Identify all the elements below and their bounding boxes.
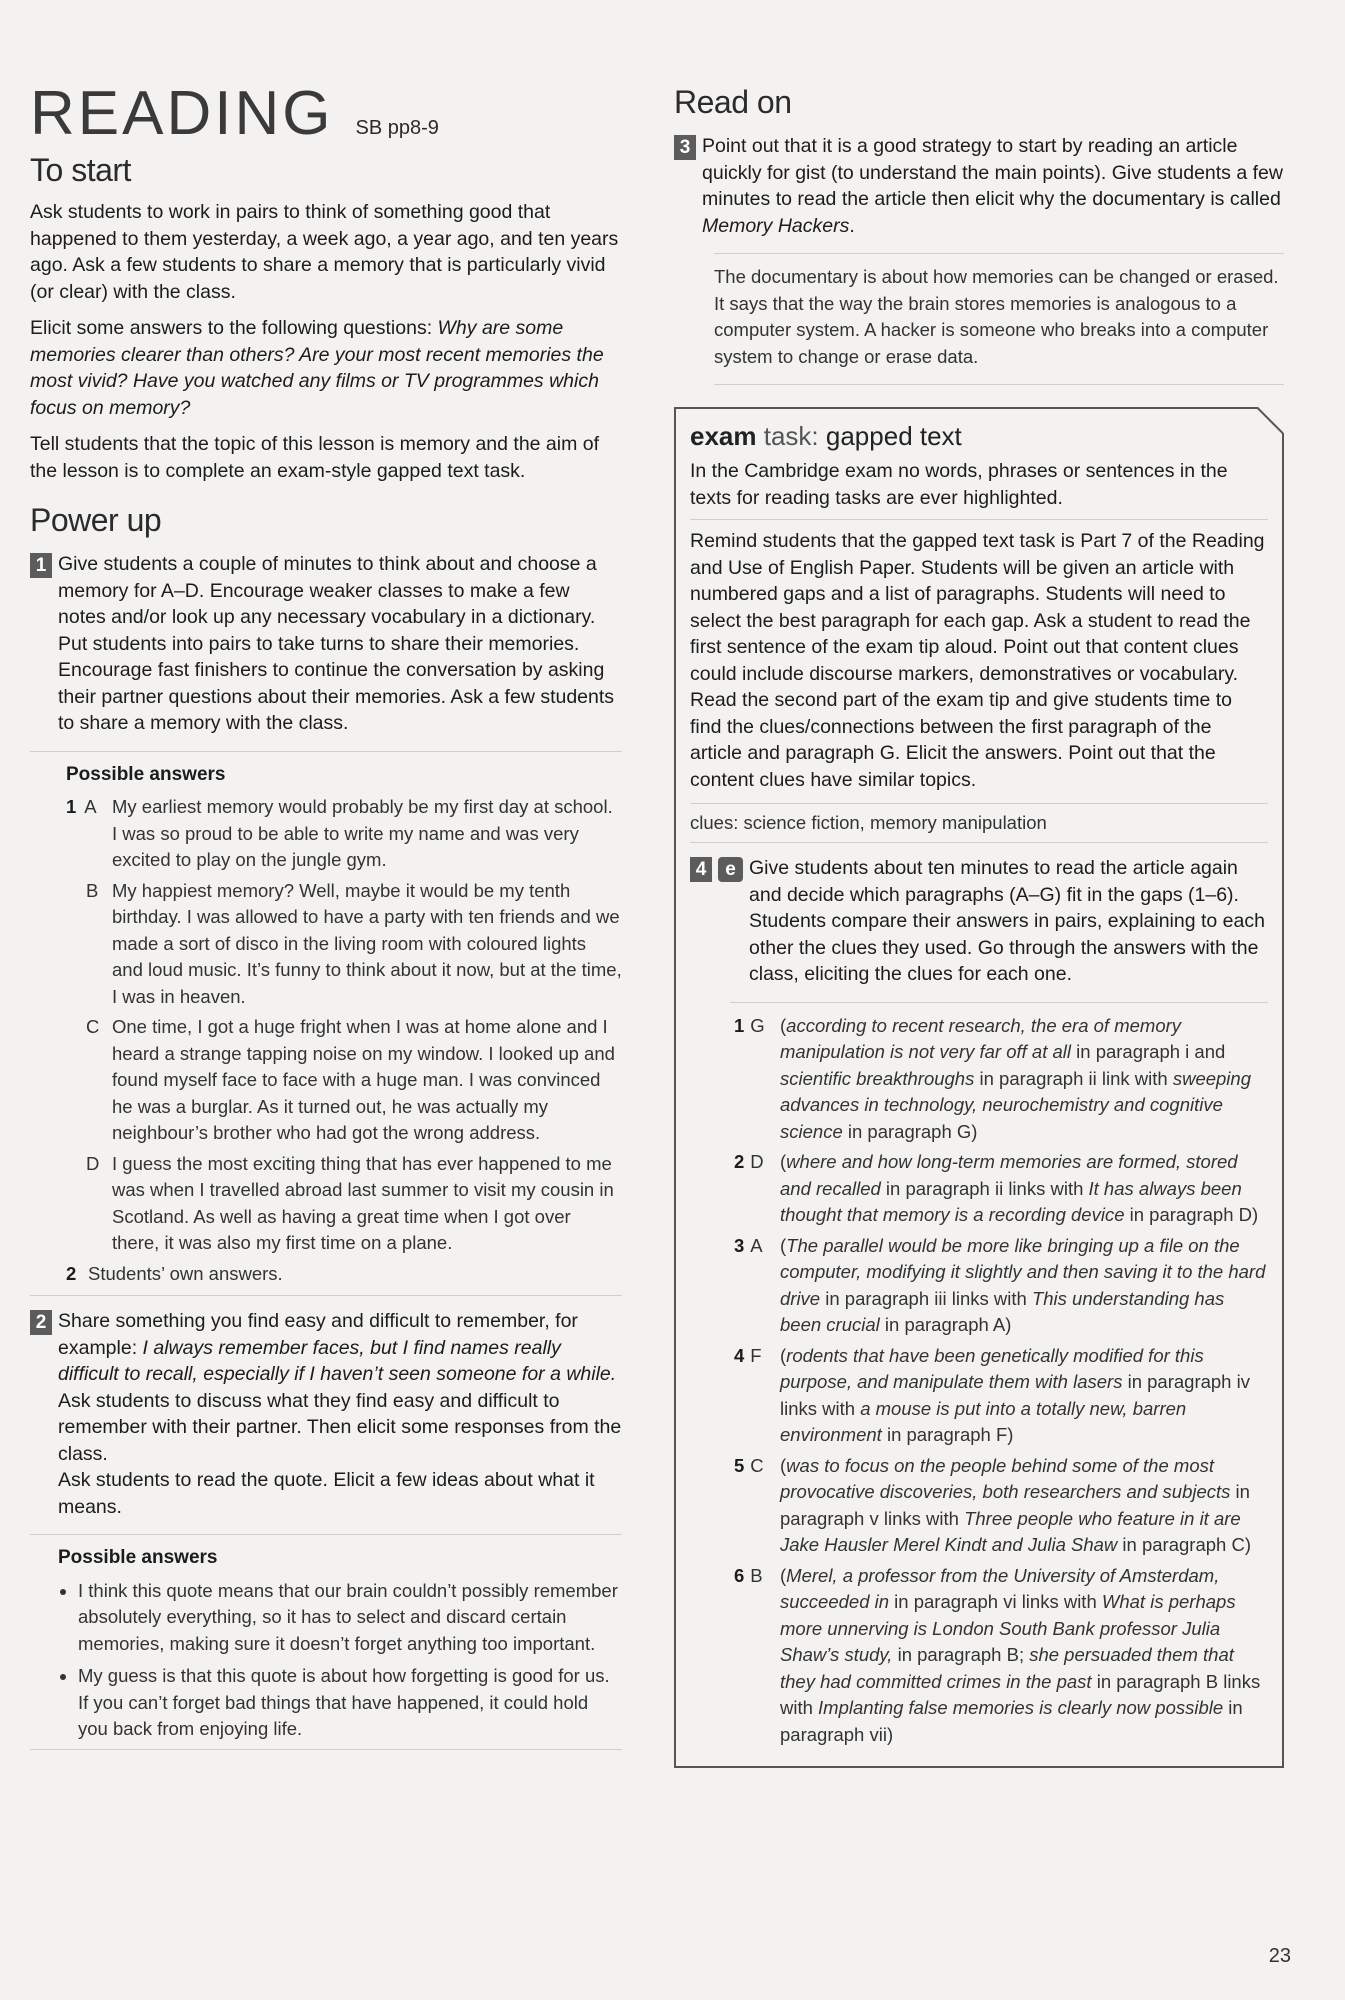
to-start-heading: To start: [30, 152, 131, 188]
answer-key-list: [690, 1013, 1268, 1749]
answer-key-item: 5 C (was to focus on the people behind some of the most provocative discoveries, both researchers and subjects in paragraph v links with Three people who feature in it are Jake Hausler Merel Kindt and Julia Shaw in paragraph C): [734, 1454, 1251, 1555]
exercise-number-badge: 4: [690, 857, 712, 882]
list-item: • My guess is that this quote is about how forgetting is good for us. If you can’t forget bad things that have happened, it could hold you back from enjoying life.: [78, 1663, 622, 1743]
divider: [690, 519, 1268, 520]
clues-answer: clues: science fiction, memory manipulation: [690, 812, 1047, 833]
folded-corner: [1258, 407, 1284, 433]
right-column: [674, 84, 1284, 1768]
divider: [714, 384, 1284, 385]
answers-heading: Possible answers: [66, 763, 226, 785]
section-title: [30, 79, 622, 148]
exercise-2-quote-instruction: Ask students to read the quote. Elicit a few ideas about what it means.: [58, 1469, 595, 1518]
divider: [30, 1534, 622, 1535]
power-up-heading: Power up: [30, 502, 162, 538]
exercise-3-text: Point out that it is a good strategy to start by reading an article quickly for gist (to understand the main points). Give students a few minutes to read the article then elicit why the documentary is called Memory Hackers.: [702, 135, 1283, 237]
answers-list: [58, 1578, 622, 1743]
possible-answers-1: [30, 762, 622, 1288]
read-on-heading: Read on: [674, 84, 792, 120]
exam-task-box: [674, 407, 1284, 1768]
divider: [690, 842, 1268, 843]
answers-heading: Possible answers: [58, 1547, 218, 1568]
exercise-number-badge: 2: [30, 1310, 52, 1335]
exercise-3: [674, 133, 1284, 239]
left-column: [30, 79, 622, 1760]
answer-key-item: 4 F (rodents that have been genetically modified for this purpose, and manipulate them with lasers in paragraph iv links with a mouse is put into a totally new, barren environment in paragraph F): [734, 1344, 1250, 1445]
to-start-p2: Elicit some answers to the following questions: Why are some memories clearer than others? Are your most recent memories the most vivid? Have you watched any films or TV programmes which focus on memory?: [30, 317, 604, 419]
exercise-1-text: Give students a couple of minutes to think about and choose a memory for A–D. Encourage weaker classes to make a few notes and/or look up any necessary vocabulary in a dictionary. Put students into pairs to take turns to share their memories. Encourage fast finishers to continue the conversation by asking their partner questions about their memories. Ask a few students to share a memory with the class.: [58, 553, 615, 734]
answer-2: 2 Students’ own answers.: [66, 1262, 283, 1284]
divider: [30, 1295, 622, 1296]
divider: [30, 751, 622, 752]
online-resource-icon: e: [718, 857, 743, 882]
exercise-number-badge: 3: [674, 135, 696, 160]
answer-key-item: 6 B (Merel, a professor from the University of Amsterdam, succeeded in in paragraph vi links with What is perhaps more unnerving is London South Bank professor Julia Shaw’s study, in paragraph B; she persuaded them that they had committed crimes in the past in paragraph B links with Implanting false memories is clearly now possible in paragraph vii): [734, 1564, 1261, 1745]
exam-tip-text: In the Cambridge exam no words, phrases or sentences in the texts for reading tasks are ever highlighted.: [690, 460, 1228, 509]
exercise-1: [30, 551, 622, 737]
page-reference: SB pp8-9: [355, 117, 439, 139]
answer-key-item: 3 A (The parallel would be more like bringing up a file on the computer, modifying it slightly and then saving it to the hard drive in paragraph iii links with This understanding has been crucial in paragraph A): [734, 1234, 1266, 1335]
answer-1c: C One time, I got a huge fright when I was at home alone and I heard a strange tapping noise on my window. I looked up and found myself face to face with a huge man. I was convinced he was a burglar. As it turned out, he was actually my neighbour’s brother who had got the wrong address.: [86, 1016, 615, 1143]
exercise-2-text: Share something you find easy and difficult to remember, for example: I always remember faces, but I find names really difficult to recall, especially if I haven’t seen someone for a while. Ask students to discuss what they find easy and difficult to remember with their partner. Then elicit some responses from the class.: [58, 1310, 622, 1465]
to-start-p3: Tell students that the topic of this lesson is memory and the aim of the lesson is to complete an exam-style gapped text task.: [30, 433, 600, 482]
exam-task-instructions: Remind students that the gapped text task is Part 7 of the Reading and Use of English Paper. Students will be given an article with numbered gaps and a list of paragraphs. Students will need to select the best paragraph for each gap. Ask a student to read the first sentence of the exam tip aloud. Point out that content clues could include discourse markers, demonstratives or vocabulary. Read the second part of the exam tip and give students time to find the clues/connections between the first paragraph of the article and paragraph G. Elicit the answers. Point out that the content clues have similar topics.: [690, 530, 1265, 791]
answer-1d: D I guess the most exciting thing that has ever happened to me was when I travelled abroad last summer to visit my cousin in Scotland. As well as having a great time when I got over there, it was also my first time on a plane.: [86, 1152, 614, 1253]
exercise-number-badge: 1: [30, 553, 52, 578]
answer-1a: 1 A My earliest memory would probably be my first day at school. I was so proud to be able to write my name and was very excited to play on the jungle gym.: [66, 796, 613, 870]
answer-key-item: 2 D (where and how long-term memories are formed, stored and recalled in paragraph ii links with It has always been thought that memory is a recording device in paragraph D): [734, 1151, 1259, 1225]
exercise-4: [690, 855, 1268, 988]
divider: [730, 1002, 1268, 1003]
exercise-3-answer: The documentary is about how memories can be changed or erased. It says that the way the brain stores memories is analogous to a computer system. A hacker is someone who breaks into a computer system to change or erase data.: [714, 266, 1279, 367]
divider: [714, 253, 1284, 254]
divider: [30, 1749, 622, 1750]
answer-1b: B My happiest memory? Well, maybe it would be my tenth birthday. I was allowed to have a party with ten friends and we made a sort of disco in the living room with coloured lights and loud music. It’s funny to think about it now, but at the time, I was in heaven.: [86, 879, 622, 1007]
to-start-p1: Ask students to work in pairs to think of something good that happened to them yesterday, a week ago, a year ago, and ten years ago. Ask a few students to share a memory that is particularly vivid (or clear) with the class.: [30, 201, 619, 303]
divider: [690, 803, 1268, 804]
exam-task-title: exam task: gapped text: [690, 421, 962, 451]
exercise-4-text: Give students about ten minutes to read the article again and decide which paragraphs (A–G) fit in the gaps (1–6). Students compare their answers in pairs, explaining to each other the clues they used. Go through the answers with the class, eliciting the clues for each one.: [749, 857, 1265, 985]
exercise-2: [30, 1308, 622, 1467]
page-title: READING: [30, 79, 334, 148]
answer-key-item: 1 G (according to recent research, the era of memory manipulation is not very far off at all in paragraph i and scientific breakthroughs in paragraph ii link with sweeping advances in technology, neurochemistry and cognitive science in paragraph G): [734, 1014, 1251, 1142]
page-number: 23: [1268, 1945, 1291, 1967]
list-item: • I think this quote means that our brain couldn’t possibly remember absolutely everything, so it has to select and discard certain memories, making sure it doesn’t forget anything too important.: [78, 1578, 622, 1658]
possible-answers-2: [30, 1545, 622, 1743]
